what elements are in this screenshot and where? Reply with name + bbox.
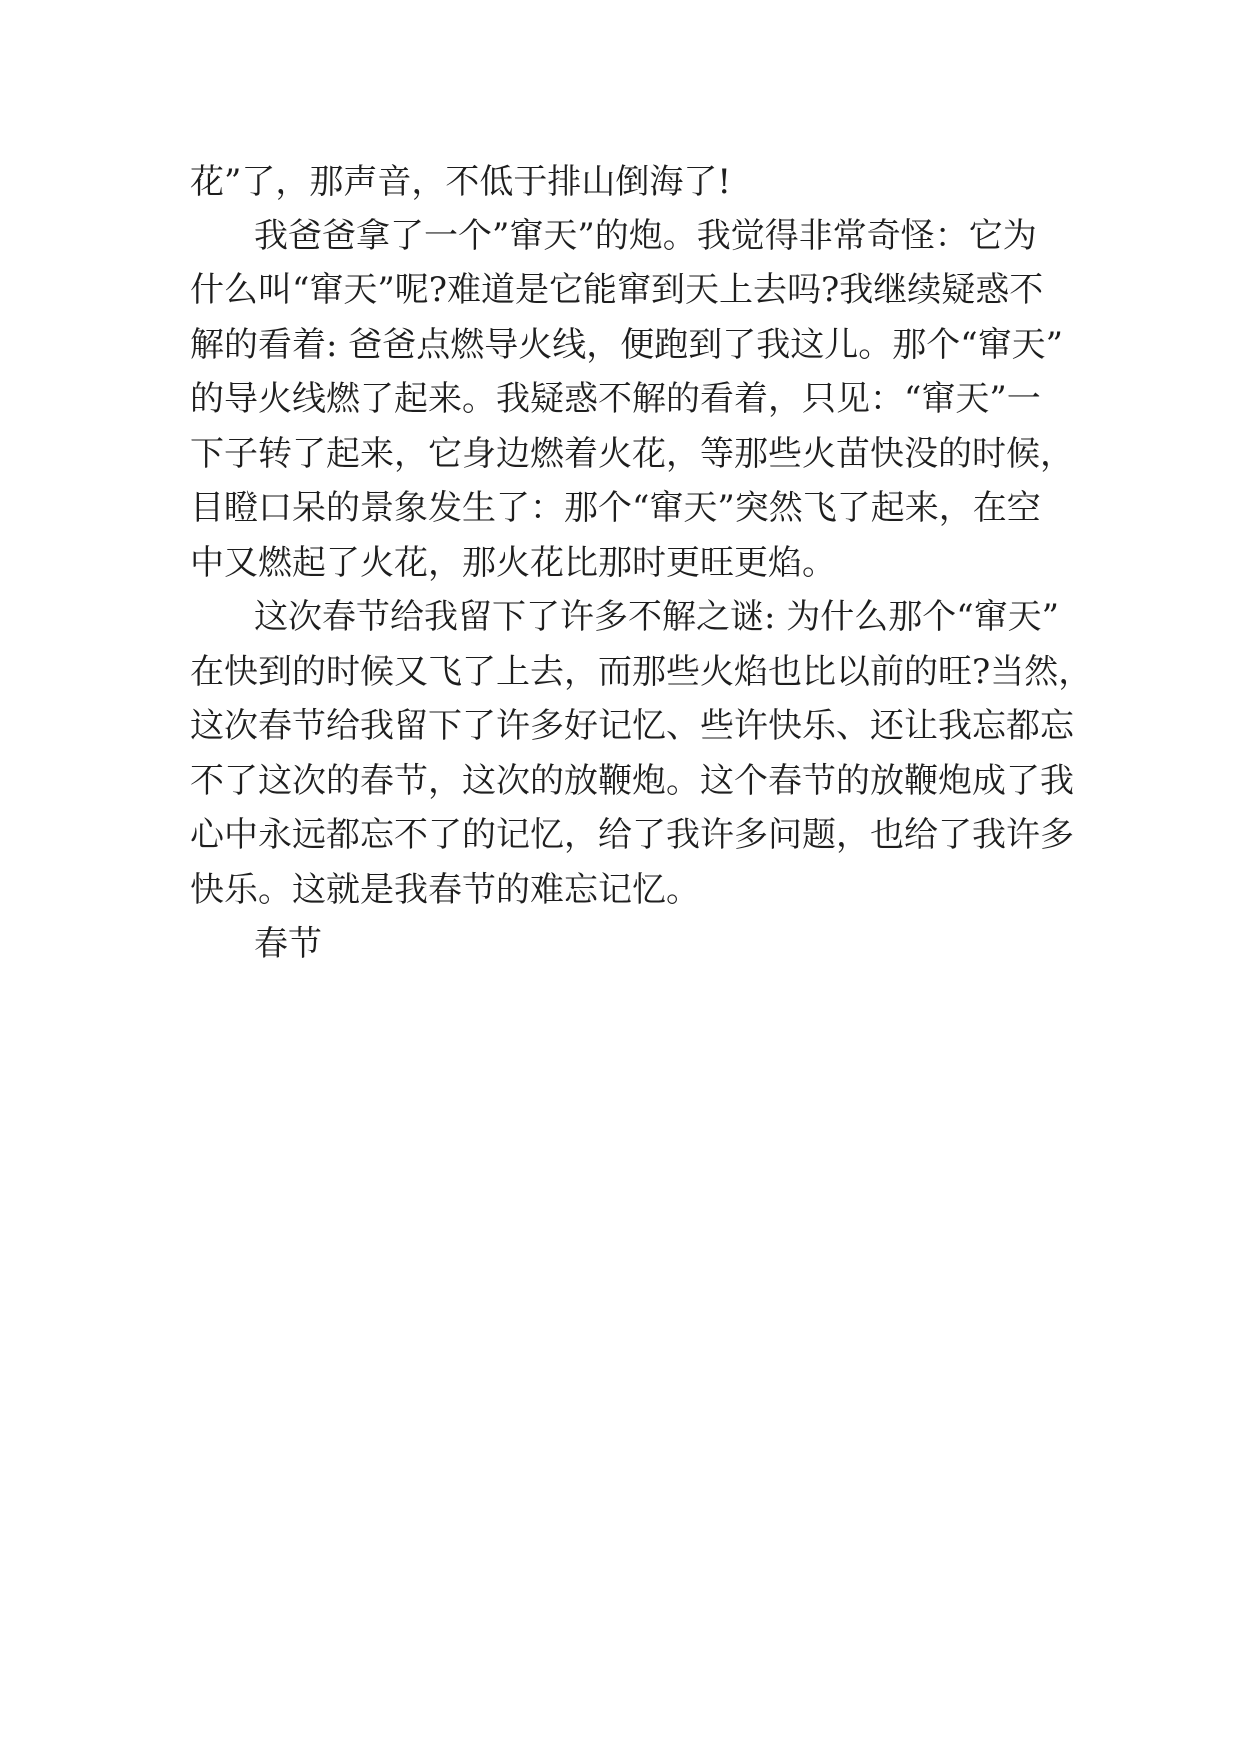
paragraph-start-line: 这次春节给我留下了许多不解之谜: 为什么那个“窜天”	[254, 597, 1060, 637]
text-line: 心中永远都忘不了的记忆，给了我许多问题，也给了我许多	[190, 815, 1074, 855]
text-line: 这次春节给我留下了许多好记忆、些许快乐、还让我忘都忘	[190, 706, 1074, 746]
section-label: 春节	[254, 924, 322, 964]
text-line: 什么叫“窜天”呢?难道是它能窜到天上去吗?我继续疑惑不	[190, 270, 1044, 310]
text-line: 解的看着: 爸爸点燃导火线，便跑到了我这儿。那个“窜天”	[190, 325, 1064, 365]
paragraph-start-line: 我爸爸拿了一个”窜天”的炮。我觉得非常奇怪：它为	[254, 216, 1037, 256]
text-line: 目瞪口呆的景象发生了：那个“窜天”突然飞了起来，在空	[190, 488, 1041, 528]
text-line: 不了这次的春节，这次的放鞭炮。这个春节的放鞭炮成了我	[190, 761, 1074, 801]
text-line: 在快到的时候又飞了上去，而那些火焰也比以前的旺?当然，	[190, 652, 1093, 692]
text-line: 中又燃起了火花，那火花比那时更旺更焰。	[190, 543, 836, 583]
text-line: 花”了，那声音，不低于排山倒海了!	[190, 162, 732, 202]
text-line: 快乐。这就是我春节的难忘记忆。	[190, 870, 700, 910]
text-line: 的导火线燃了起来。我疑惑不解的看着，只见：“窜天”一	[190, 379, 1041, 419]
text-line: 下子转了起来，它身边燃着火花，等那些火苗快没的时候，	[190, 434, 1074, 474]
